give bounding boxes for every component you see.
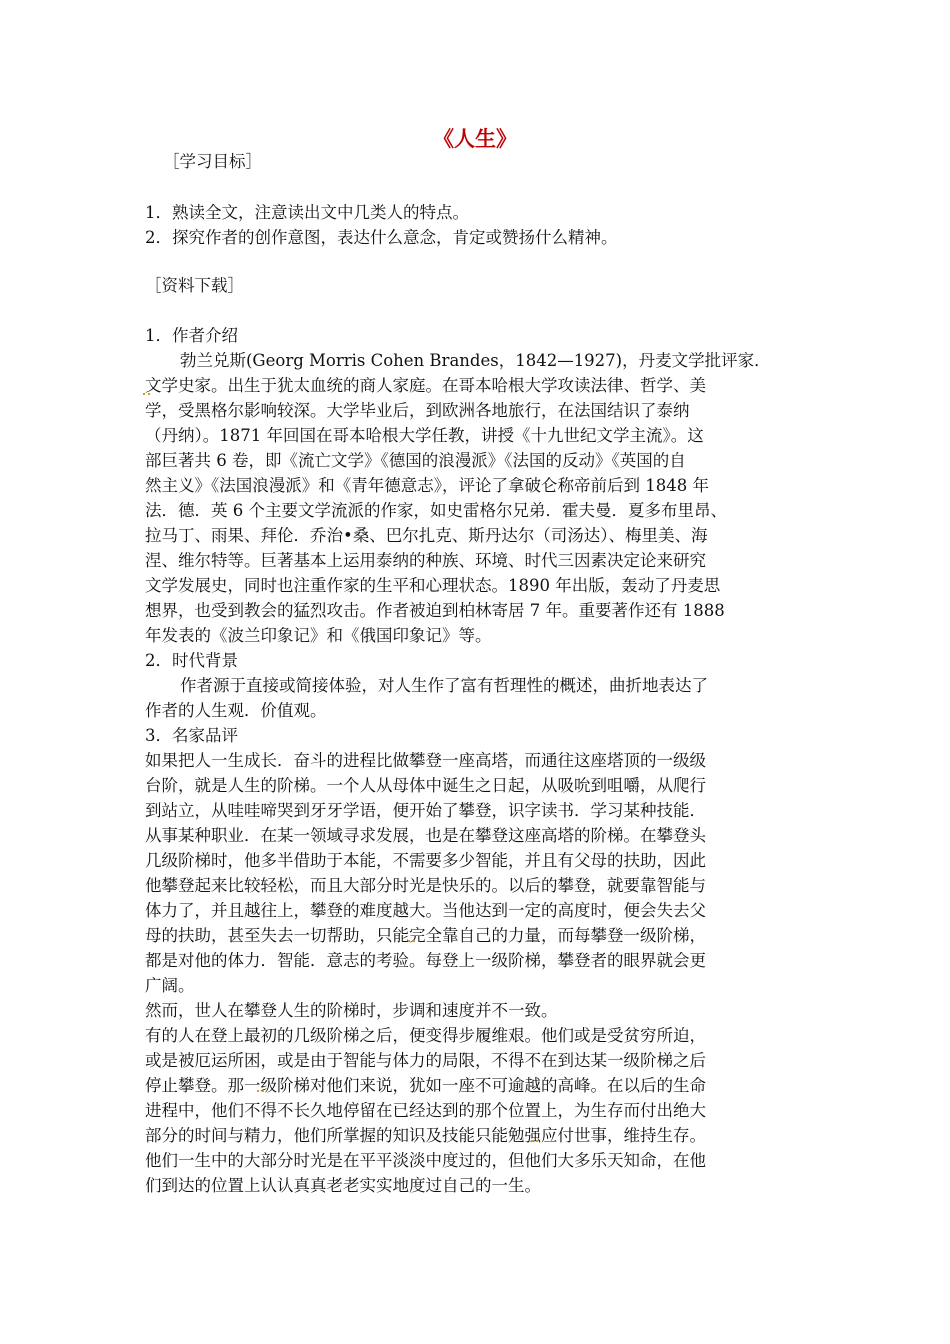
review-paragraph-line: 或是被厄运所困，或是由于智能与体力的局限，不得不在到达某一级阶梯之后 (145, 1051, 706, 1070)
proofmark (143, 390, 150, 395)
review-paragraph-line: 几级阶梯时，他多半借助于本能，不需要多少智能，并且有父母的扶助，因此 (145, 851, 706, 870)
review-heading: 3．名家品评 (145, 726, 238, 745)
background-heading: 2．时代背景 (145, 651, 238, 670)
review-paragraph-line: 体力了，并且越往上，攀登的难度越大。当他达到一定的高度时，便会失去父 (145, 901, 706, 920)
review-paragraph-line: 都是对他的体力．智能．意志的考验。每登上一级阶梯，攀登者的眼界就会更 (145, 951, 706, 970)
review-paragraph-line: 母的扶助，甚至失去一切帮助，只能完全靠自己的力量，而每攀登一级阶梯， (145, 926, 706, 945)
materials-heading: ［资料下载］ (145, 276, 244, 295)
review-paragraph-line: 他们一生中的大部分时光是在平平淡淡中度过的，但他们大多乐天知命，在他 (145, 1151, 706, 1170)
objective-item: 1．熟读全文，注意读出文中几类人的特点。 (145, 203, 469, 222)
proofmark (531, 1137, 538, 1142)
author-paragraph-line: 学，受黑格尔影响较深。大学毕业后，到欧洲各地旅行，在法国结识了泰纳 (145, 401, 690, 420)
author-paragraph-line: 年发表的《波兰印象记》和《俄国印象记》等。 (145, 626, 492, 645)
proofmark (257, 1087, 264, 1092)
review-paragraph-line: 他攀登起来比较轻松，而且大部分时光是快乐的。以后的攀登，就要靠智能与 (145, 876, 706, 895)
review-paragraph-line: 如果把人一生成长．奋斗的进程比做攀登一座高塔，而通往这座塔顶的一级级 (145, 751, 706, 770)
author-paragraph-line: 拉马丁、雨果、拜伦．乔治•桑、巴尔扎克、斯丹达尔（司汤达）、梅里美、海 (145, 526, 708, 545)
author-paragraph-line: 部巨著共 6 卷，即《流亡文学》《德国的浪漫派》《法国的反动》《英国的自 (145, 451, 686, 470)
review-paragraph-line: 们到达的位置上认认真真老老实实地度过自己的一生。 (145, 1176, 541, 1195)
author-paragraph-line: 文学史家。出生于犹太血统的商人家庭。在哥本哈根大学攻读法律、哲学、美 (145, 376, 706, 395)
proofmark (408, 937, 415, 942)
objectives-heading: ［学习目标］ (163, 152, 262, 171)
author-paragraph-line: 文学发展史，同时也注重作家的生平和心理状态。1890 年出版，轰动了丹麦思 (145, 576, 721, 595)
review-paragraph-line: 进程中，他们不得不长久地停留在已经达到的那个位置上，为生存而付出绝大 (145, 1101, 706, 1120)
author-paragraph-line: 勃兰兑斯(Georg Morris Cohen Brandes，1842—1927)，丹麦文学批评家． (180, 351, 771, 370)
review-paragraph-line: 从事某种职业．在某一领域寻求发展，也是在攀登这座高塔的阶梯。在攀登头 (145, 826, 706, 845)
review-paragraph-line: 停止攀登。那一级阶梯对他们来说，犹如一座不可逾越的高峰。在以后的生命 (145, 1076, 706, 1095)
review-paragraph-line: 到站立，从哇哇啼哭到牙牙学语，便开始了攀登，识字读书．学习某种技能． (145, 801, 706, 820)
author-paragraph-line: （丹纳）。1871 年回国在哥本哈根大学任教，讲授《十九世纪文学主流》。这 (145, 426, 704, 445)
review-paragraph-line: 广阔。 (145, 976, 195, 995)
author-paragraph-line: 然主义》《法国浪漫派》和《青年德意志》，评论了拿破仑称帝前后到 1848 年 (145, 476, 709, 495)
author-paragraph-line: 涅、维尔特等。巨著基本上运用泰纳的种族、环境、时代三因素决定论来研究 (145, 551, 706, 570)
author-paragraph-line: 法．德．英 6 个主要文学流派的作家，如史雷格尔兄弟．霍夫曼．夏多布里昂、 (145, 501, 727, 520)
review-paragraph-line: 台阶，就是人生的阶梯。一个人从母体中诞生之日起，从吸吮到咀嚼，从爬行 (145, 776, 706, 795)
review-paragraph-line: 有的人在登上最初的几级阶梯之后，便变得步履维艰。他们或是受贫穷所迫， (145, 1026, 706, 1045)
review-paragraph-line: 部分的时间与精力，他们所掌握的知识及技能只能勉强应付世事，维持生存。 (145, 1126, 706, 1145)
objective-item: 2．探究作者的创作意图，表达什么意念，肯定或赞扬什么精神。 (145, 228, 618, 247)
background-paragraph-line: 作者的人生观．价值观。 (145, 701, 327, 720)
background-paragraph-line: 作者源于直接或简接体验，对人生作了富有哲理性的概述，曲折地表达了 (180, 676, 708, 695)
review-paragraph-line: 然而，世人在攀登人生的阶梯时，步调和速度并不一致。 (145, 1001, 558, 1020)
author-paragraph-line: 想界，也受到教会的猛烈攻击。作者被迫到柏林寄居 7 年。重要著作还有 1888 (145, 601, 725, 620)
author-heading: 1．作者介绍 (145, 326, 238, 345)
document-title: 《人生》 (433, 127, 517, 151)
